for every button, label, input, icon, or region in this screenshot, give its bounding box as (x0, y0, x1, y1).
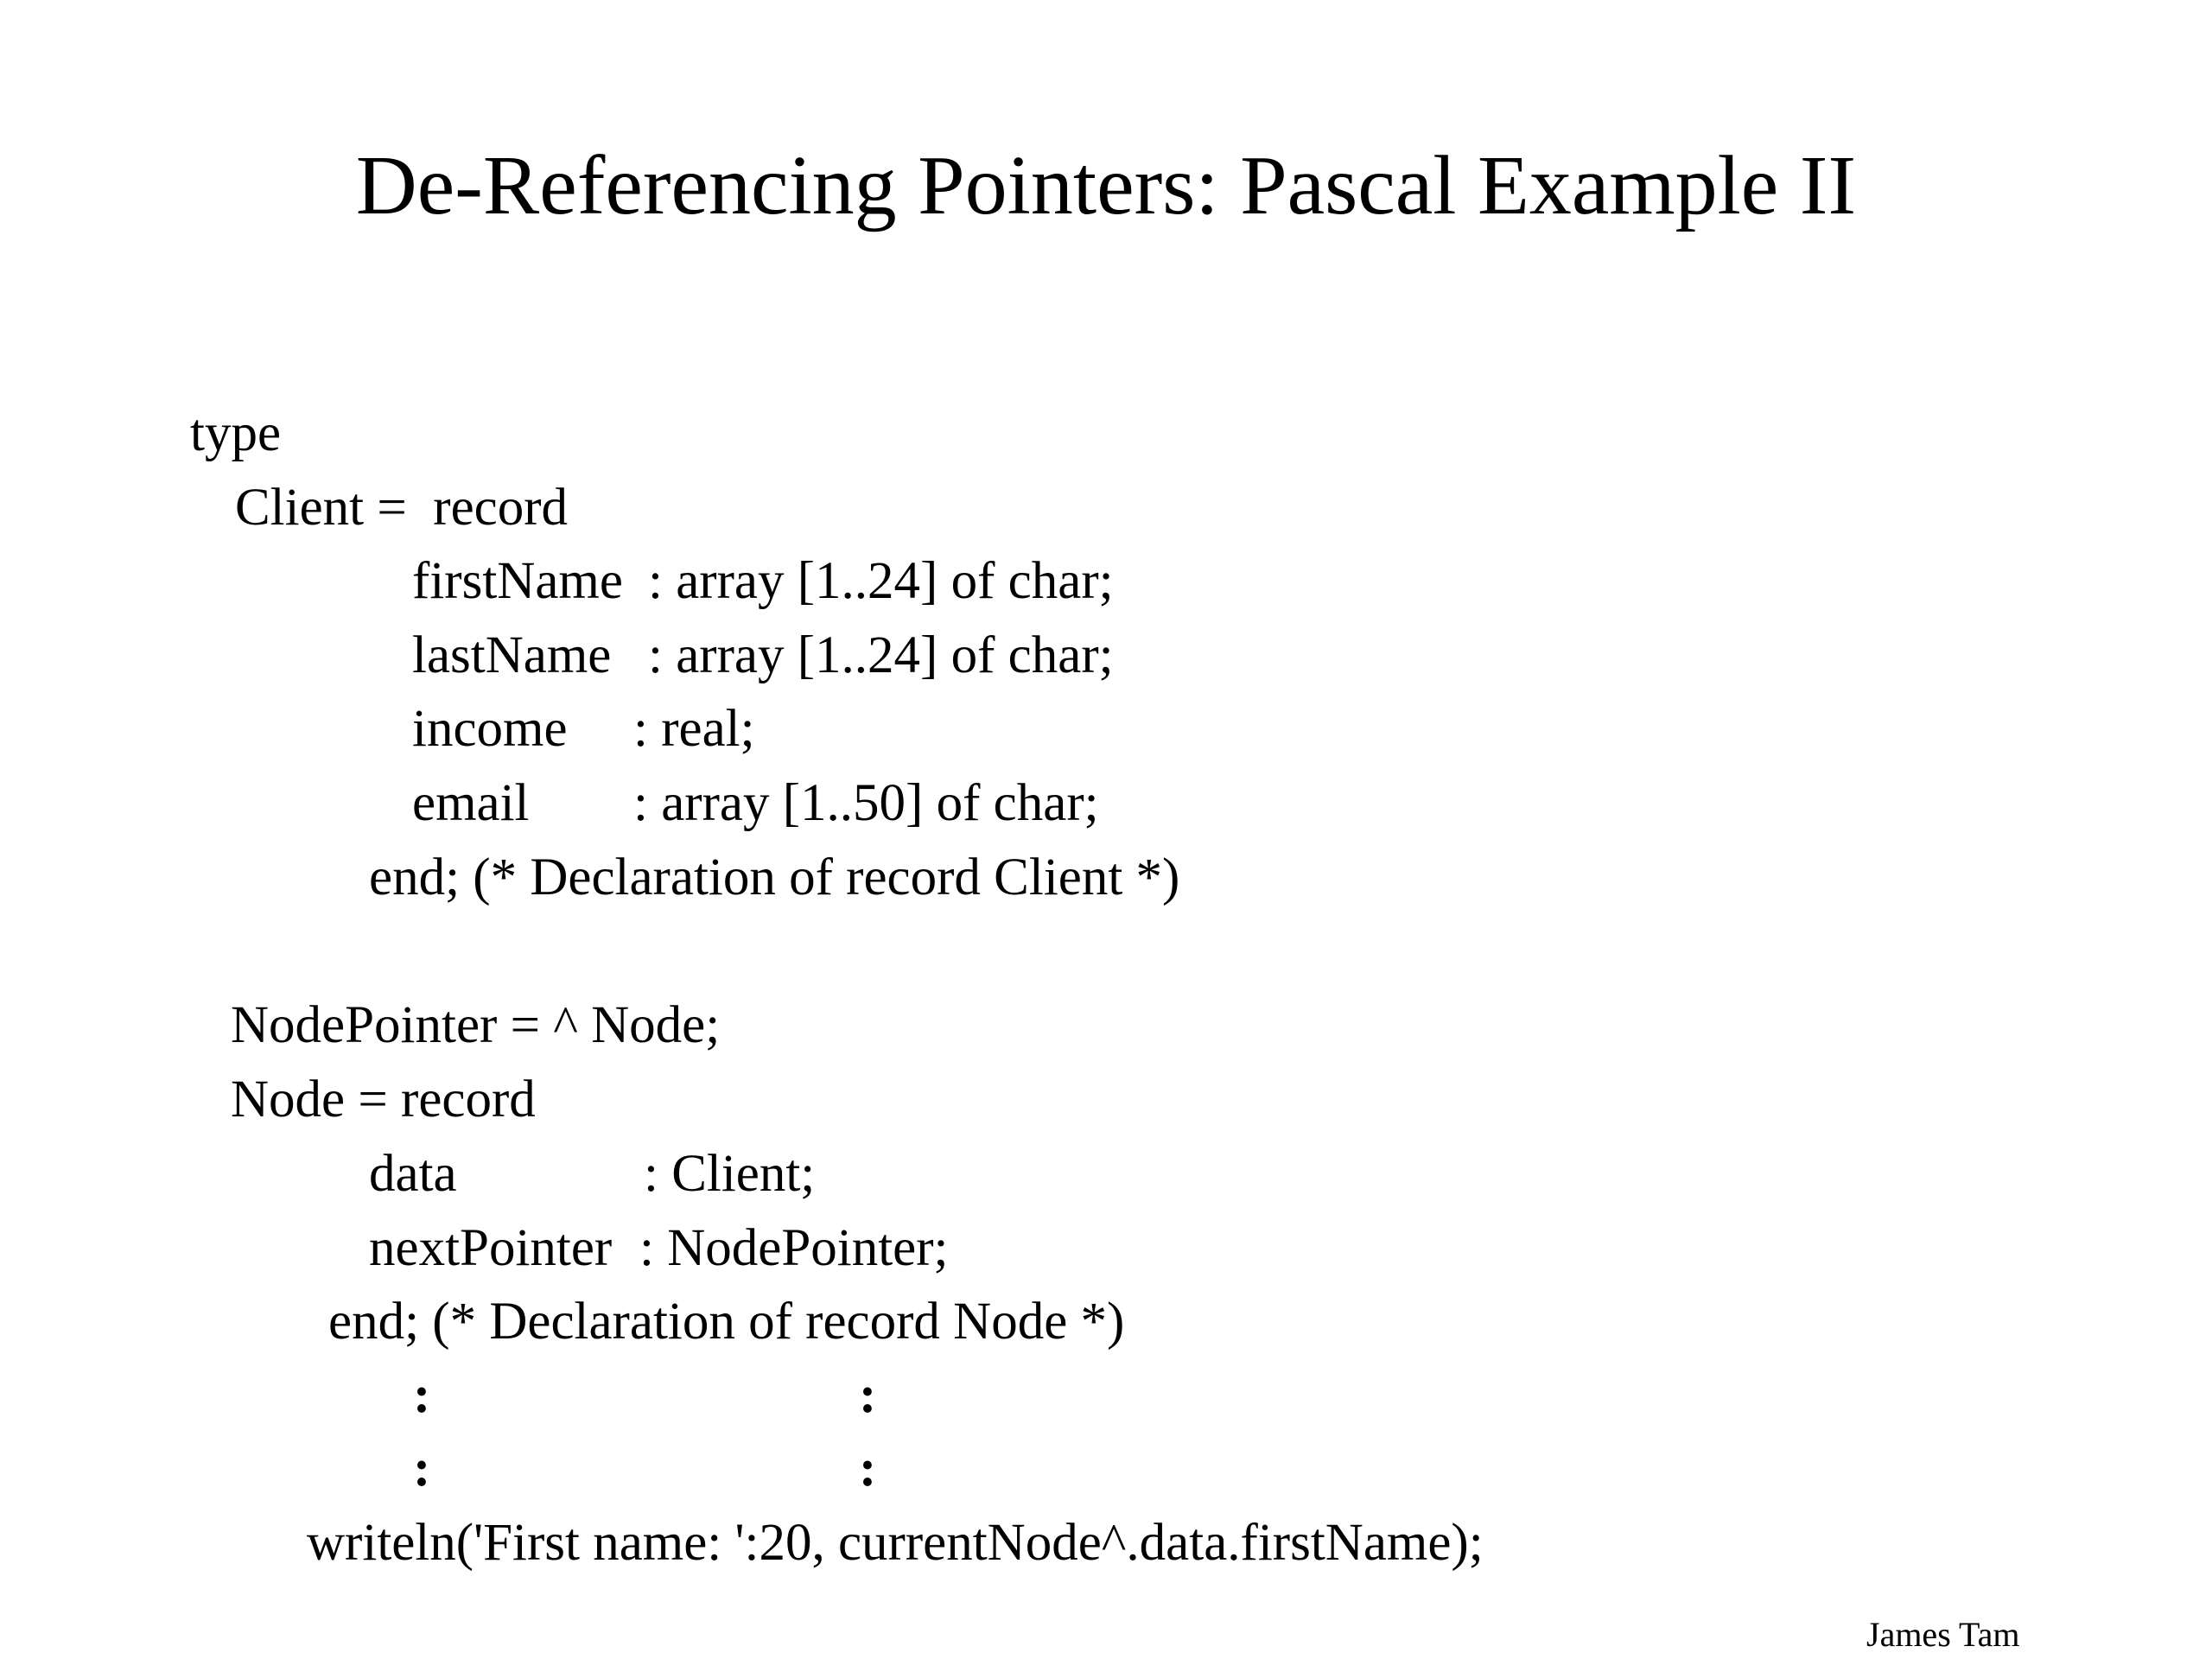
code-node-end: end; (* Declaration of record Node *) (328, 1293, 1125, 1351)
code-data-type: : Client; (644, 1145, 816, 1203)
ellipsis-mark: : (413, 1440, 431, 1497)
code-lastname-field: lastName (412, 626, 612, 684)
code-nodepointer-declaration: NodePointer = ^ Node; (231, 996, 721, 1054)
code-node-declaration: Node = record (231, 1071, 536, 1128)
code-writeln-statement: writeln('First name: ':20, currentNode^.data.firstName); (307, 1514, 1484, 1572)
ellipsis-mark: : (859, 1366, 877, 1424)
code-income-type: : real; (633, 700, 755, 758)
code-email-type: : array [1..50] of char; (633, 774, 1099, 832)
code-income-field: income (412, 700, 568, 758)
code-data-field: data (369, 1145, 457, 1203)
slide-title: De-Referencing Pointers: Pascal Example II (355, 139, 1857, 232)
code-client-declaration: Client = record (235, 479, 569, 537)
code-lastname-type: : array [1..24] of char; (648, 626, 1114, 684)
footer-author: James Tam (1866, 1615, 2020, 1654)
code-firstname-field: firstName (412, 552, 623, 610)
code-type-keyword: type (190, 404, 282, 462)
code-nextpointer-type: : NodePointer; (639, 1219, 949, 1277)
code-firstname-type: : array [1..24] of char; (648, 552, 1114, 610)
code-nextpointer-field: nextPointer (369, 1219, 613, 1277)
ellipsis-mark: : (859, 1440, 877, 1497)
code-client-end: end; (* Declaration of record Client *) (369, 849, 1180, 906)
code-email-field: email (412, 774, 530, 832)
ellipsis-mark: : (413, 1366, 431, 1424)
